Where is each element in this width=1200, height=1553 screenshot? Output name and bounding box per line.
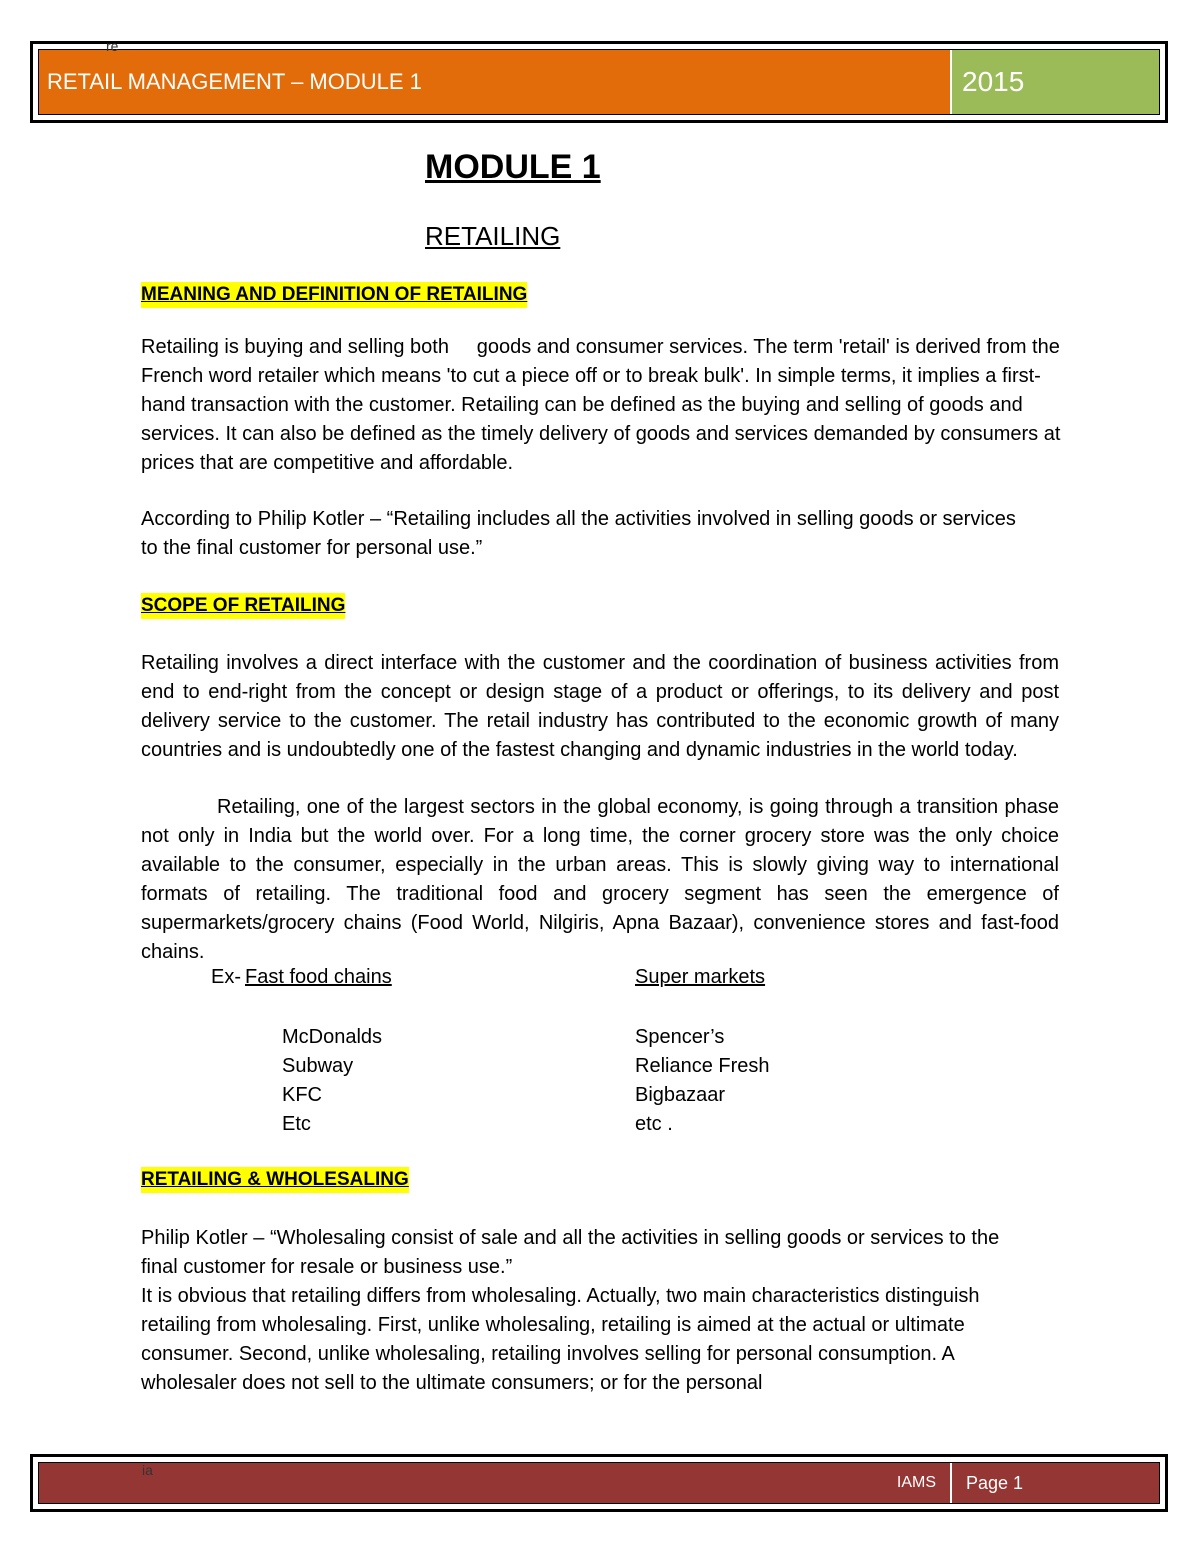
paragraph-kotler-wholesaling: Philip Kotler – “Wholesaling consist of sale and all the activities in selling goods or services to the final customer for resale or business use.” xyxy=(141,1227,1000,1278)
fast-food-list xyxy=(282,1023,382,1139)
module-title: MODULE 1 xyxy=(425,148,601,186)
footer-org: IAMS xyxy=(39,1463,952,1503)
paragraph-scope-2: Retailing, one of the largest sectors in the global economy, is going through a transition phase not only in India but the world over. For a long time, the corner grocery store was the only choice available to the consumer, especially in the urban areas. This is slowly giving way to international formats of retailing. The traditional food and grocery segment has seen the emergence of supermarkets/grocery chains (Food World, Nilgiris, Apna Bazaar), convenience stores and fast-food chains. xyxy=(141,796,1059,963)
header-year: 2015 xyxy=(952,50,1159,114)
list-item: Bigbazaar xyxy=(635,1084,726,1106)
example-prefix: Ex- xyxy=(211,966,241,988)
paragraph-meaning: Retailing is buying and selling both goods and consumer services. The term 'retail' is derived from the French word retailer which means 'to cut a piece off or to break bulk'. In simple terms, it implies a first-hand transaction with the customer. Retailing can be defined as the buying and selling of goods and services. It can also be defined as the timely delivery of goods and services demanded by consumers at prices that are competitive and affordable. xyxy=(141,336,1066,474)
header-title: RETAIL MANAGEMENT – MODULE 1 xyxy=(39,50,952,114)
list-item: Spencer’s xyxy=(635,1026,725,1048)
super-markets-list xyxy=(635,1023,770,1139)
list-item: KFC xyxy=(282,1084,322,1106)
section-heading-meaning: MEANING AND DEFINITION OF RETAILING xyxy=(141,282,527,308)
list-item: etc . xyxy=(635,1113,673,1135)
footer-bar xyxy=(38,1462,1160,1504)
paragraph-scope-1: Retailing involves a direct interface with the customer and the coordination of business activities from end to end-right from the concept or design stage of a product or offerings, to its delivery and post delivery service to the customer. The retail industry has contributed to the economic growth of many countries and is undoubtedly one of the fastest changing and dynamic industries in the world today. xyxy=(141,652,1059,761)
page-header xyxy=(30,41,1168,123)
page-number: Page 1 xyxy=(952,1463,1159,1503)
list-item: Etc xyxy=(282,1113,311,1135)
column-heading-fast-food: Fast food chains xyxy=(245,966,392,988)
list-item: Reliance Fresh xyxy=(635,1055,770,1077)
paragraph-retail-vs-wholesale: It is obvious that retailing differs from wholesaling. Actually, two main characteristics distinguish retailing from wholesaling. First, unlike wholesaling, retailing is aimed at the actual or ultimate consumer. Second, unlike wholesaling, retailing involves selling for personal consumption. A wholesaler does not sell to the ultimate consumers; or for the personal xyxy=(141,1285,980,1394)
section-heading-scope: SCOPE OF RETAILING xyxy=(141,593,345,619)
sub-title: RETAILING xyxy=(425,221,561,251)
footer-overlay-text: ia xyxy=(142,1462,153,1478)
header-overlay-text: re xyxy=(106,38,119,54)
list-item: Subway xyxy=(282,1055,354,1077)
page-footer xyxy=(30,1454,1168,1512)
section-heading-wholesaling: RETAILING & WHOLESALING xyxy=(141,1167,409,1193)
list-item: McDonalds xyxy=(282,1026,383,1048)
column-heading-super-markets: Super markets xyxy=(635,966,766,988)
paragraph-kotler-retailing: According to Philip Kotler – “Retailing includes all the activities involved in selling goods or services to the final customer for personal use.” xyxy=(141,508,1016,559)
header-bar xyxy=(38,49,1160,115)
